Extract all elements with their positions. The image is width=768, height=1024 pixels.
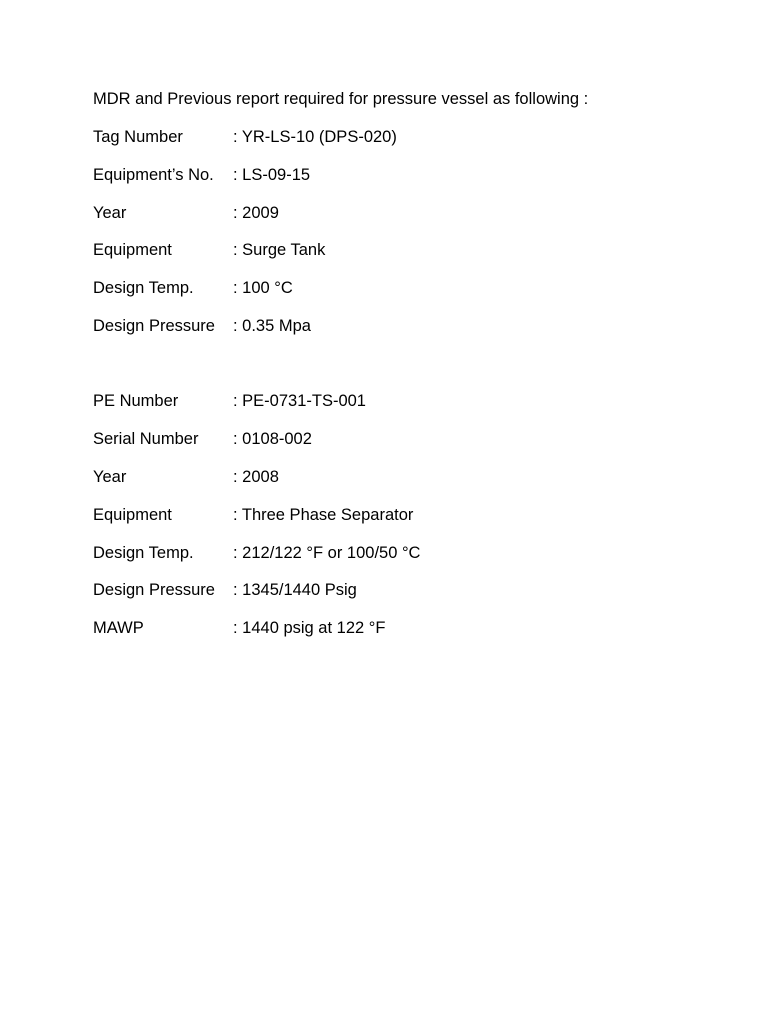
spec-row-equipment <box>93 238 733 262</box>
spec-label: Equipment’s No. <box>93 165 214 184</box>
spec-row-year <box>93 465 733 489</box>
spec-row-design-pressure <box>93 578 733 602</box>
spec-label: PE Number <box>93 392 179 411</box>
spec-label: Design Temp. <box>93 543 194 562</box>
spec-value: : 2008 <box>233 467 279 486</box>
document-heading: MDR and Previous report required for pressure vessel as following : <box>93 90 589 108</box>
spec-value: : Surge Tank <box>233 241 326 260</box>
spec-label: Year <box>93 467 127 486</box>
spec-label: Year <box>93 203 127 222</box>
spec-row-design-temp <box>93 276 733 300</box>
spec-value: : 212/122 °F or 100/50 °C <box>233 543 421 562</box>
spec-value: : LS-09-15 <box>233 165 311 184</box>
spec-row-equipment-no <box>93 163 733 187</box>
spec-row-mawp <box>93 616 733 640</box>
spec-label: Design Temp. <box>93 279 194 298</box>
spec-label: Serial Number <box>93 430 199 449</box>
spec-label: MAWP <box>93 619 144 638</box>
spec-value: : 0.35 Mpa <box>233 316 311 335</box>
spec-row-design-pressure <box>93 314 733 338</box>
vessel-2-specs <box>93 389 733 640</box>
vessel-1-specs <box>93 125 733 338</box>
spec-label: Design Pressure <box>93 316 215 335</box>
spec-row-design-temp <box>93 541 733 565</box>
spec-row-serial-number <box>93 427 733 451</box>
spec-value: : 1345/1440 Psig <box>233 581 357 600</box>
spec-row-equipment <box>93 503 733 527</box>
section-spacer <box>93 352 733 390</box>
spec-value: : Three Phase Separator <box>233 505 414 524</box>
spec-label: Equipment <box>93 505 172 524</box>
spec-value: : 100 °C <box>233 279 293 298</box>
spec-value: : 0108-002 <box>233 430 312 449</box>
spec-value: : 2009 <box>233 203 279 222</box>
spec-label: Tag Number <box>93 128 183 146</box>
document-page <box>93 87 733 654</box>
spec-value: : 1440 psig at 122 °F <box>233 619 386 638</box>
spec-value: : PE-0731-TS-001 <box>233 392 366 411</box>
spec-row-tag-number <box>93 125 733 149</box>
spec-row-pe-number <box>93 389 733 413</box>
spec-label: Design Pressure <box>93 581 215 600</box>
spec-label: Equipment <box>93 241 172 260</box>
spec-row-year <box>93 201 733 225</box>
spec-value: : YR-LS-10 (DPS-020) <box>233 128 397 146</box>
